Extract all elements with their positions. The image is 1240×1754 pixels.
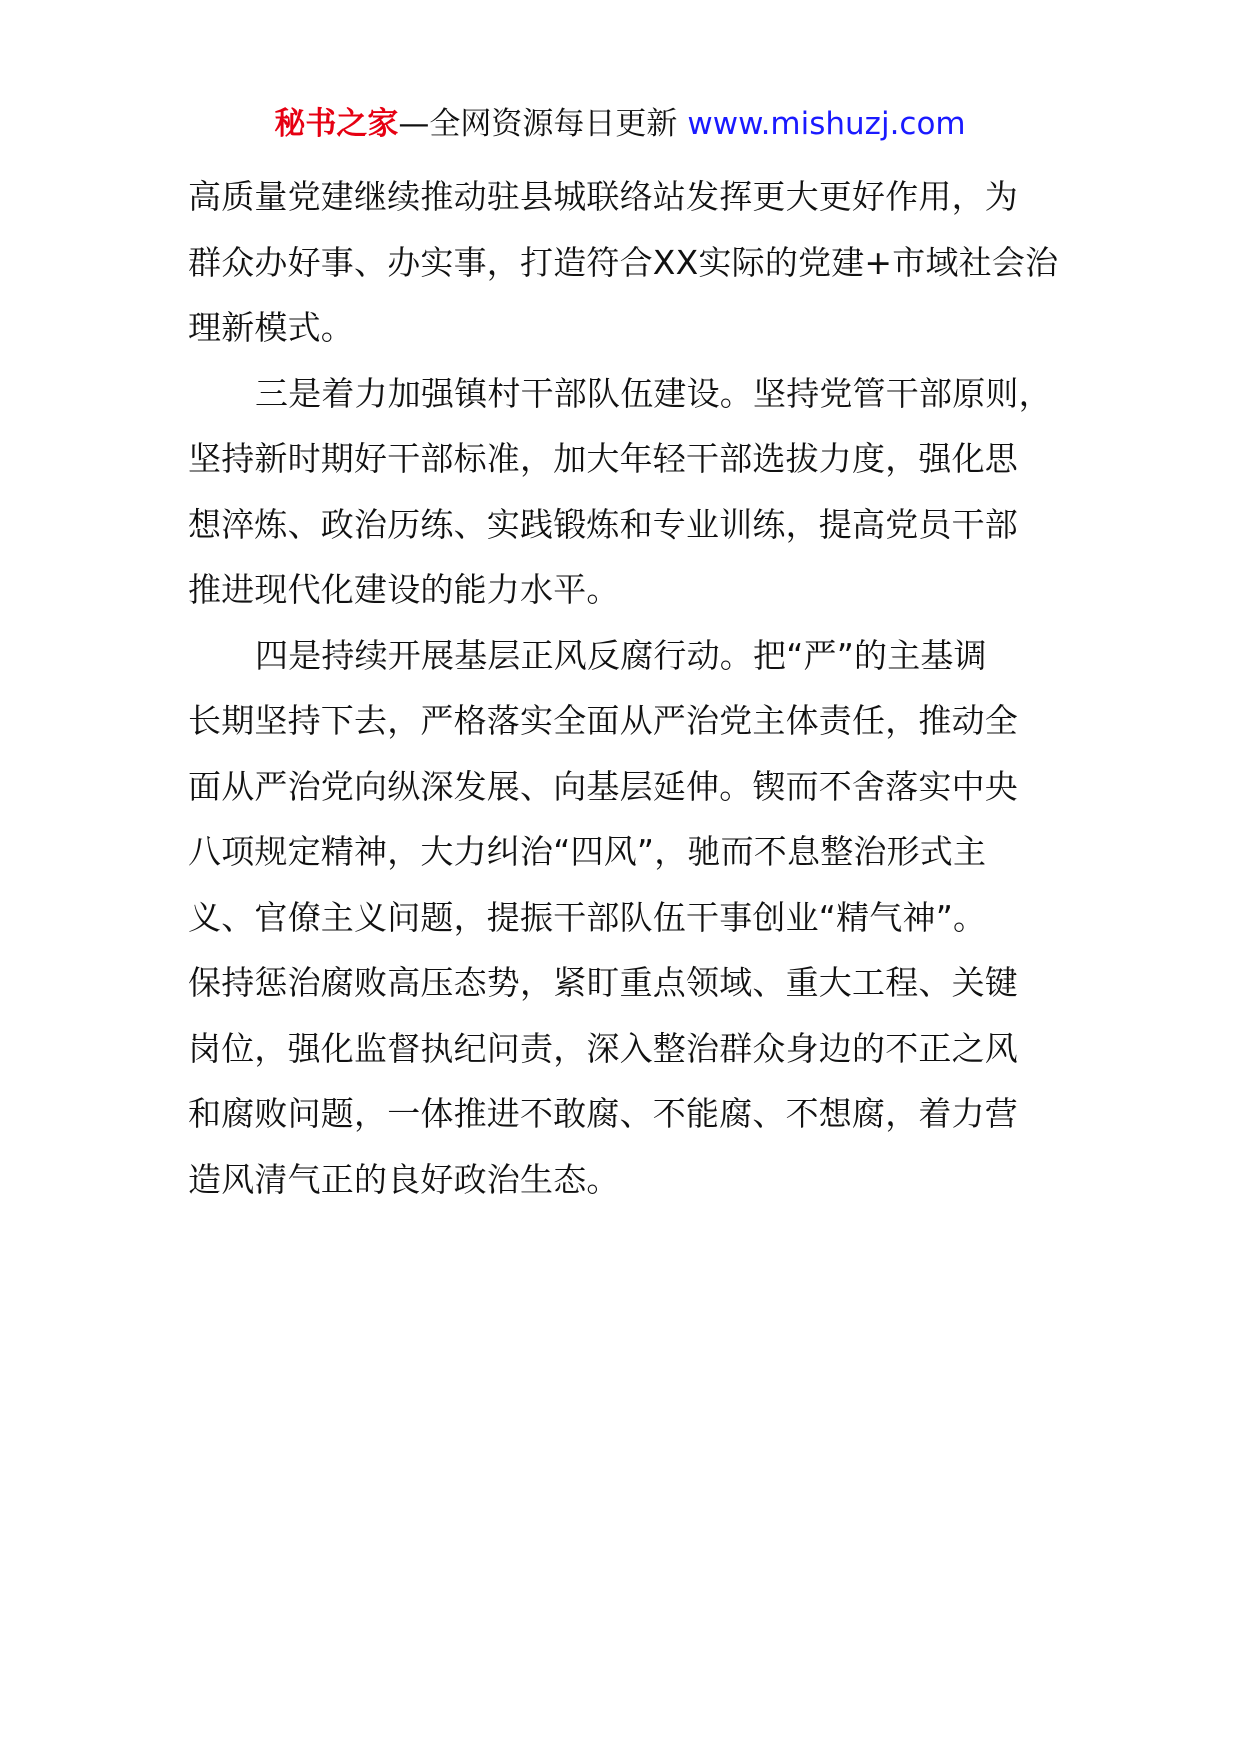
text-line: 三是着力加强镇村干部队伍建设。坚持党管干部原则， (255, 373, 1052, 413)
text-line: 理新模式。 (188, 308, 354, 347)
text-line: 八项规定精神，大力纠治“四风”，驰而不息整治形式主 (188, 832, 987, 871)
text-line: 造风清气正的良好政治生态。 (188, 1159, 620, 1199)
document-body (188, 164, 1068, 1212)
text-line: 保持惩治腐败高压态势，紧盯重点领域、重大工程、关键 (188, 963, 1018, 1002)
page-header (0, 102, 1240, 146)
paragraph-3 (188, 623, 1068, 1213)
text-line: 坚持新时期好干部标准，加大年轻干部选拔力度，强化思 (188, 439, 1018, 478)
text-line: 四是持续开展基层正风反腐行动。把“严”的主基调 (255, 635, 987, 675)
text-line: 想淬炼、政治历练、实践锻炼和专业训练，提高党员干部 (188, 504, 1018, 544)
text-line: 义、官僚主义问题，提振干部队伍干事创业“精气神”。 (188, 897, 987, 937)
header-tagline: —全网资源每日更新 (398, 106, 678, 142)
text-line: 推进现代化建设的能力水平。 (188, 570, 620, 609)
brand-name: 秘书之家 (274, 106, 399, 142)
text-line: 面从严治党向纵深发展、向基层延伸。锲而不舍落实中央 (188, 766, 1018, 806)
text-line: 群众办好事、办实事，打造符合XX实际的党建+市域社会治 (188, 242, 1059, 282)
text-line: 长期坚持下去，严格落实全面从严治党主体责任，推动全 (188, 701, 1018, 740)
text-line: 和腐败问题，一体推进不敢腐、不能腐、不想腐，着力营 (188, 1094, 1018, 1133)
paragraph-2 (188, 361, 1068, 623)
site-url-link[interactable]: www.mishuzj.com (687, 106, 966, 142)
text-line: 岗位，强化监督执纪问责，深入整治群众身边的不正之风 (188, 1028, 1018, 1068)
text-line: 高质量党建继续推动驻县城联络站发挥更大更好作用，为 (188, 177, 1018, 216)
paragraph-1 (188, 164, 1068, 361)
